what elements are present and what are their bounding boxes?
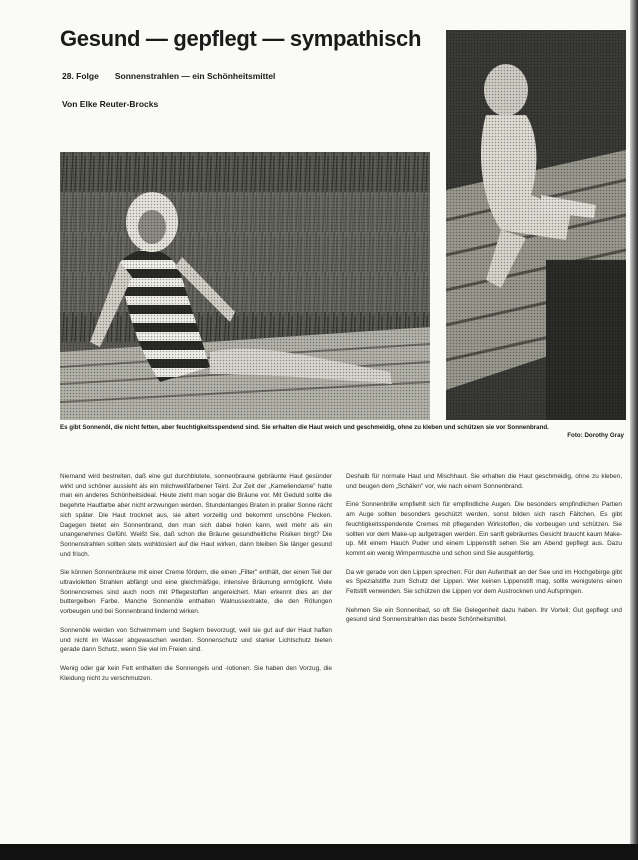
photo-credit: Foto: Dorothy Gray: [567, 432, 624, 439]
body-column-left: [60, 472, 332, 692]
paragraph: Niemand wird bestreiten, daß eine gut durchblutete, sonnenbraune gebräunte Haut gesünder wirkt und schöner aussieht als ein milchweißfarbener Teint. Zur Zeit der „Kameliendame" hatte man ein anderes Schönheitsideal. Heute zieht man sogar die Bräune vor. Mit Geduld sollte die begehrte Hautfarbe aber nicht erzwungen werden. Stundenlanges Braten in praller Sonne rächt sich später. Die Haut trocknet aus, sie altert vorzeitig und bekommt unschöne Flecken. Dagegen bietet ein Sonnenbrand, den man sich dabei holen kann, weit mehr als ein unangenehmes Gefühl. Weißt Sie, daß schon die Bräune gesundheitliche Risiken birgt? Die Sonnenstrahlen sollten stets wohldosiert auf die Haut wirken, dann bleiben Sie länger gesund und frisch.: [60, 473, 332, 558]
scan-border: [0, 844, 638, 860]
side-photo-illustration: [446, 30, 626, 420]
paragraph: Wenig oder gar kein Fett enthalten die Sonnengels und -lotionen. Sie haben den Vorzug, die Kleidung nicht zu verschmutzen.: [60, 664, 332, 682]
binding-shadow: [630, 0, 638, 860]
article-subtitle: [62, 71, 275, 81]
article-title: Gesund — gepflegt — sympathisch: [60, 26, 422, 51]
main-photo: [60, 152, 430, 420]
series-topic: Sonnenstrahlen — ein Schönheitsmittel: [114, 71, 276, 81]
paragraph: Sie können Sonnenbräune mit einer Creme fördern, die einen „Filter" enthält, der einen Teil der ultravioletten Strahlen abfängt und eine gleichmäßige, intensive Bräunung ermöglicht. Viele Sonnencremes sind auch noch mit Pflegestoffen angereichert. Man erkennt dies an der buttergelben Farbe. Manche Sonnenöle enthalten Walnussextrakte, die den Rötungen vorbeugen und bei Sonnenbrand lindernd wirken.: [60, 569, 332, 616]
paragraph: Eine Sonnenbrille empfiehlt sich für empfindliche Augen. Die besonders empfindlichen Partien am Auge sollten besonders geschützt werden, sonst bilden sich rasch Fältchen. Es gibt feuchtigkeitsspendende Cremes mit pflegenden Wirkstoffen, die vorbeugen und schützen. Sie sollten vor dem Make-up aufgetragen werden. Ein sanft gebräuntes Gesicht braucht kaum Make-up. Mit einem Hauch Puder und einem Lippenstift sehen Sie am Abend gepflegt aus. Dazu kommt ein wenig Wimperntusche und schon sind Sie ausgehfertig.: [346, 501, 622, 557]
main-photo-illustration: [60, 152, 430, 420]
paragraph: Sonnenöle werden von Schwimmern und Seglern bevorzugt, weil sie gut auf der Haut haften und nicht im Wasser abgewaschen werden. Sonnenschutz und starker Lichtschutz bieten gerade dann Schutz, wenn Sie viel im Freien sind.: [60, 626, 332, 654]
series-number: 28. Folge: [62, 71, 99, 81]
side-photo: [446, 30, 626, 420]
paragraph: Nehmen Sie ein Sonnenbad, so oft Sie Gelegenheit dazu haben. Ihr Vorteil: Gut gepflegt und gesund sind Sonnenstrahlen das beste Schönheitsmittel.: [346, 606, 622, 624]
paragraph: Deshalb für normale Haut und Mischhaut. Sie erhalten die Haut geschmeidig, ohne zu kleben, und beugen dem „Schälen" vor, wie nach einem Sonnenbrand.: [346, 473, 622, 490]
paragraph: Da wir gerade von den Lippen sprechen: Für den Aufenthalt an der See und im Hochgebirge gibt es Spezialstifte zum Schutz der Lippen. Wer keinen Lippenstift mag, sollte wenigstens einen Fettstift verwenden. Sie schützen die Lippen vor dem Austrocknen und Aufspringen.: [346, 568, 622, 596]
author-byline: Von Elke Reuter-Brocks: [62, 99, 159, 109]
photo-caption: Es gibt Sonnenöl, die nicht fetten, aber feuchtigkeitsspendend sind. Sie erhalten die Haut weich und geschmeidig, ohne zu kleben und schützen sie vor Sonnenbrand.: [60, 424, 549, 431]
body-column-right: [346, 472, 622, 634]
